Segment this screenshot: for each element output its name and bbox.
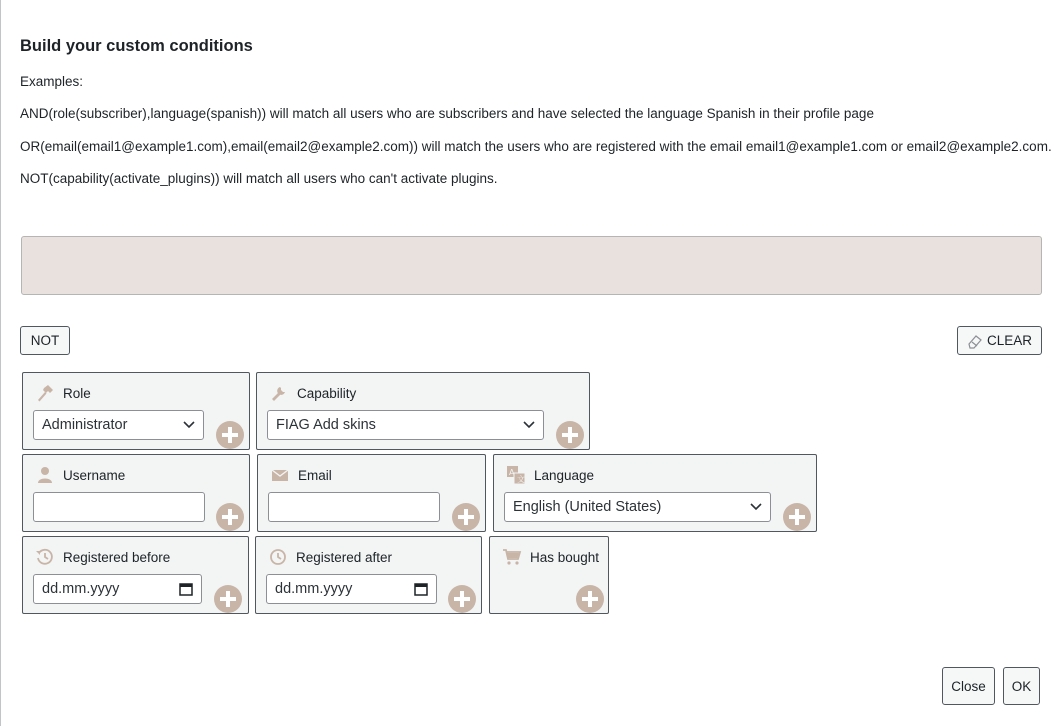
eraser-icon [967, 333, 983, 349]
language-select[interactable] [504, 492, 771, 522]
translation-icon [506, 465, 526, 485]
username-label: Username [63, 467, 126, 483]
calendar-icon[interactable] [414, 582, 428, 596]
clear-button-label: CLEAR [986, 333, 1032, 348]
condition-card-email [257, 454, 486, 532]
svg-text:A: A [509, 468, 515, 477]
username-input[interactable] [33, 492, 205, 522]
add-email-icon[interactable] [451, 502, 481, 532]
chevron-down-icon [523, 421, 535, 429]
add-role-icon[interactable] [215, 420, 245, 450]
ok-button[interactable]: OK [1003, 667, 1040, 705]
condition-expression-area[interactable] [21, 236, 1042, 295]
chevron-down-icon [750, 503, 762, 511]
condition-card-registered-after [255, 536, 482, 614]
condition-card-has-bought [489, 536, 609, 614]
condition-card-registered-before [22, 536, 249, 614]
add-capability-icon[interactable] [555, 420, 585, 450]
capability-select[interactable] [267, 410, 544, 440]
condition-card-role [22, 372, 250, 450]
role-select[interactable] [33, 410, 204, 440]
clock-icon [268, 547, 288, 567]
has-bought-label: Has bought [530, 549, 600, 565]
chevron-down-icon [183, 421, 195, 429]
example-and: AND(role(subscriber),language(spanish)) will match all users who are subscribers and have selected the language Spanish in their profile page [20, 106, 874, 121]
email-label: Email [298, 467, 332, 483]
registered-before-label: Registered before [63, 549, 171, 565]
history-icon [35, 547, 55, 567]
email-input[interactable] [268, 492, 440, 522]
example-not: NOT(capability(activate_plugins)) will match all users who can't activate plugins. [20, 171, 498, 186]
registered-after-placeholder: dd.mm.yyyy [275, 581, 353, 597]
add-language-icon[interactable] [782, 502, 812, 532]
window-left-border [0, 0, 1, 726]
capability-select-value: FIAG Add skins [276, 417, 376, 433]
condition-card-capability [256, 372, 590, 450]
wrench-icon [269, 383, 289, 403]
registered-after-date-input[interactable] [266, 574, 437, 604]
close-button[interactable]: Close [942, 667, 995, 705]
not-button[interactable]: NOT [20, 326, 70, 355]
role-label: Role [63, 385, 91, 401]
envelope-icon [270, 465, 290, 485]
dialog-title: Build your custom conditions [20, 37, 253, 55]
add-registered-after-icon[interactable] [447, 584, 477, 614]
svg-text:文: 文 [517, 475, 525, 484]
cart-icon [502, 547, 522, 567]
hammer-icon [35, 383, 55, 403]
clear-button[interactable] [957, 326, 1042, 355]
role-select-value: Administrator [42, 417, 128, 433]
registered-before-placeholder: dd.mm.yyyy [42, 581, 120, 597]
calendar-icon[interactable] [179, 582, 193, 596]
condition-card-username [22, 454, 250, 532]
example-or: OR(email(email1@example1.com),email(email2@example2.com)) will match the users who are registered with the email email1@example1.com or email2@example2.com. [20, 139, 1052, 154]
examples-label: Examples: [20, 74, 84, 89]
registered-after-label: Registered after [296, 549, 393, 565]
registered-before-date-input[interactable] [33, 574, 202, 604]
condition-card-language [493, 454, 817, 532]
capability-label: Capability [297, 385, 357, 401]
language-label: Language [534, 467, 595, 483]
language-select-value: English (United States) [513, 499, 662, 515]
user-icon [35, 465, 55, 485]
add-has-bought-icon[interactable] [575, 584, 605, 614]
add-username-icon[interactable] [215, 502, 245, 532]
add-registered-before-icon[interactable] [213, 584, 243, 614]
